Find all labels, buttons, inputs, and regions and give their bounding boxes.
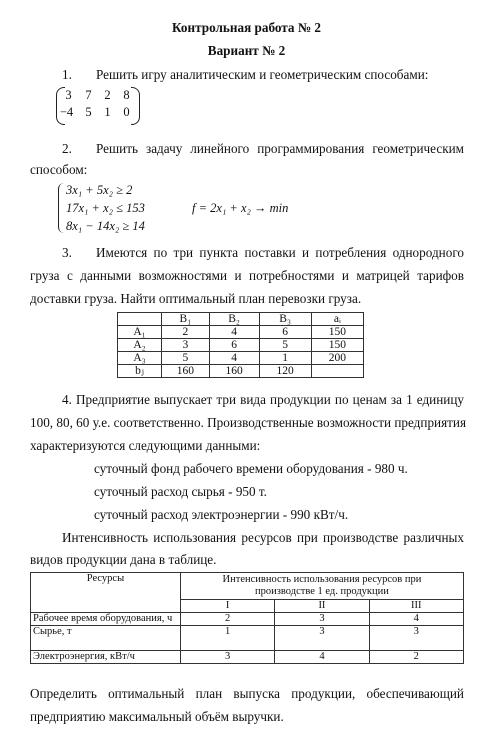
variant-title: Вариант № 2 xyxy=(207,43,286,58)
conclusion-line1: Определить оптимальный план выпуска продукции, обеспечивающий xyxy=(30,686,464,701)
table-cell: 150 xyxy=(311,326,363,339)
table-row xyxy=(118,326,364,339)
table-row xyxy=(118,313,364,326)
table-cell: 2 xyxy=(369,651,463,664)
table-cell: Сырье, т xyxy=(31,626,181,651)
task4-line1: 4. Предприятие выпускает три вида продукции по ценам за 1 единицу xyxy=(62,392,464,407)
task1-text: Решить игру аналитическим и геометрическим способами: xyxy=(96,67,429,82)
table-cell: 2 xyxy=(180,613,274,626)
table-cell: 3 xyxy=(369,626,463,651)
task2-number: 2. xyxy=(62,141,72,156)
document-title: Контрольная работа № 2 xyxy=(172,20,321,35)
table-cell: 3 xyxy=(180,651,274,664)
conclusion-line2: предприятию максимальный объём выручки. xyxy=(30,709,284,724)
table-cell: Рабочее время оборудования, ч xyxy=(31,613,181,626)
table-row xyxy=(118,352,364,365)
table-cell: 200 xyxy=(311,352,363,365)
resource-table xyxy=(30,572,464,664)
task2-line2: способом: xyxy=(30,162,88,177)
table-cell: 4 xyxy=(209,326,259,339)
table-row xyxy=(31,651,464,664)
table-cell: aᵢ xyxy=(311,313,363,326)
table-cell: 5 xyxy=(259,339,311,352)
table-cell: 160 xyxy=(162,365,210,378)
task3-line2: груза с данными возможностями и потребностями и матрицей тарифов xyxy=(30,268,464,283)
table-cell: 4 xyxy=(209,352,259,365)
table-cell: 3 xyxy=(275,626,369,651)
constraint-2: 17x₁ + x₂ ≤ 153 xyxy=(66,201,145,215)
objective-function: f = 2x₁ + x₂ → min xyxy=(192,201,289,215)
table-subheader: III xyxy=(369,600,463,613)
table-header-intensity: Интенсивность использования ресурсов при производстве 1 ед. продукции xyxy=(180,573,463,600)
task4-line2: 100, 80, 60 у.е. соответственно. Производственные возможности предприятия xyxy=(30,415,467,430)
table-cell: 6 xyxy=(209,339,259,352)
matrix-cell: 5 xyxy=(85,105,92,119)
task3-number: 3. xyxy=(62,245,72,260)
table-cell: 2 xyxy=(162,326,210,339)
table-cell: A₂ xyxy=(118,339,162,352)
constraint-3: 8x₁ − 14x₂ ≥ 14 xyxy=(66,219,145,233)
matrix-cell: 0 xyxy=(123,105,130,119)
payoff-matrix xyxy=(56,87,140,123)
table-cell: bⱼ xyxy=(118,365,162,378)
table-cell: B₂ xyxy=(209,313,259,326)
matrix-cell: 2 xyxy=(104,88,111,102)
table-cell xyxy=(311,365,363,378)
table-row xyxy=(118,365,364,378)
table-cell: B₃ xyxy=(259,313,311,326)
matrix-cell: 8 xyxy=(123,88,130,102)
table-cell: A₁ xyxy=(118,326,162,339)
table-cell: 4 xyxy=(369,613,463,626)
constraint-1: 3x₁ + 5x₂ ≥ 2 xyxy=(66,183,133,197)
table-cell: 1 xyxy=(180,626,274,651)
table-cell: 6 xyxy=(259,326,311,339)
task1-number: 1. xyxy=(62,67,72,82)
table-subheader: I xyxy=(180,600,274,613)
table-cell: 3 xyxy=(275,613,369,626)
matrix-cell: 7 xyxy=(85,88,92,102)
resource-item-1: суточный фонд рабочего времени оборудования - 980 ч. xyxy=(94,461,408,476)
resource-item-2: суточный расход сырья - 950 т. xyxy=(94,484,267,499)
table-row xyxy=(118,339,364,352)
table-cell: A₃ xyxy=(118,352,162,365)
table-row xyxy=(31,573,464,600)
table-cell xyxy=(118,313,162,326)
intensity-line1: Интенсивность использования ресурсов при производстве различных xyxy=(62,530,464,545)
table-cell: B₁ xyxy=(162,313,210,326)
table-cell: 160 xyxy=(209,365,259,378)
table-cell: Электроэнергия, кВт/ч xyxy=(31,651,181,664)
table-cell: 4 xyxy=(275,651,369,664)
system-brace xyxy=(58,183,66,233)
matrix-cell: 1 xyxy=(104,105,111,119)
task3-line1: Имеются по три пункта поставки и потребления однородного xyxy=(96,245,464,260)
matrix-cell: −4 xyxy=(59,105,74,119)
table-subheader: II xyxy=(275,600,369,613)
table-header-resources: Ресурсы xyxy=(31,573,181,613)
resource-item-3: суточный расход электроэнергии - 990 кВт/ч. xyxy=(94,507,349,522)
task2-line1: Решить задачу линейного программирования геометрическим xyxy=(96,141,464,156)
table-row xyxy=(31,626,464,651)
task3-line3: доставки груза. Найти оптимальный план перевозки груза. xyxy=(30,291,362,306)
transport-table xyxy=(117,312,364,378)
table-cell: 1 xyxy=(259,352,311,365)
table-cell: 5 xyxy=(162,352,210,365)
task4-line3: характеризуются следующими данными: xyxy=(30,438,261,453)
table-cell: 120 xyxy=(259,365,311,378)
matrix-cell: 3 xyxy=(65,88,72,102)
table-row xyxy=(31,613,464,626)
intensity-line2: видов продукции дана в таблице. xyxy=(30,552,217,567)
table-cell: 3 xyxy=(162,339,210,352)
table-cell: 150 xyxy=(311,339,363,352)
